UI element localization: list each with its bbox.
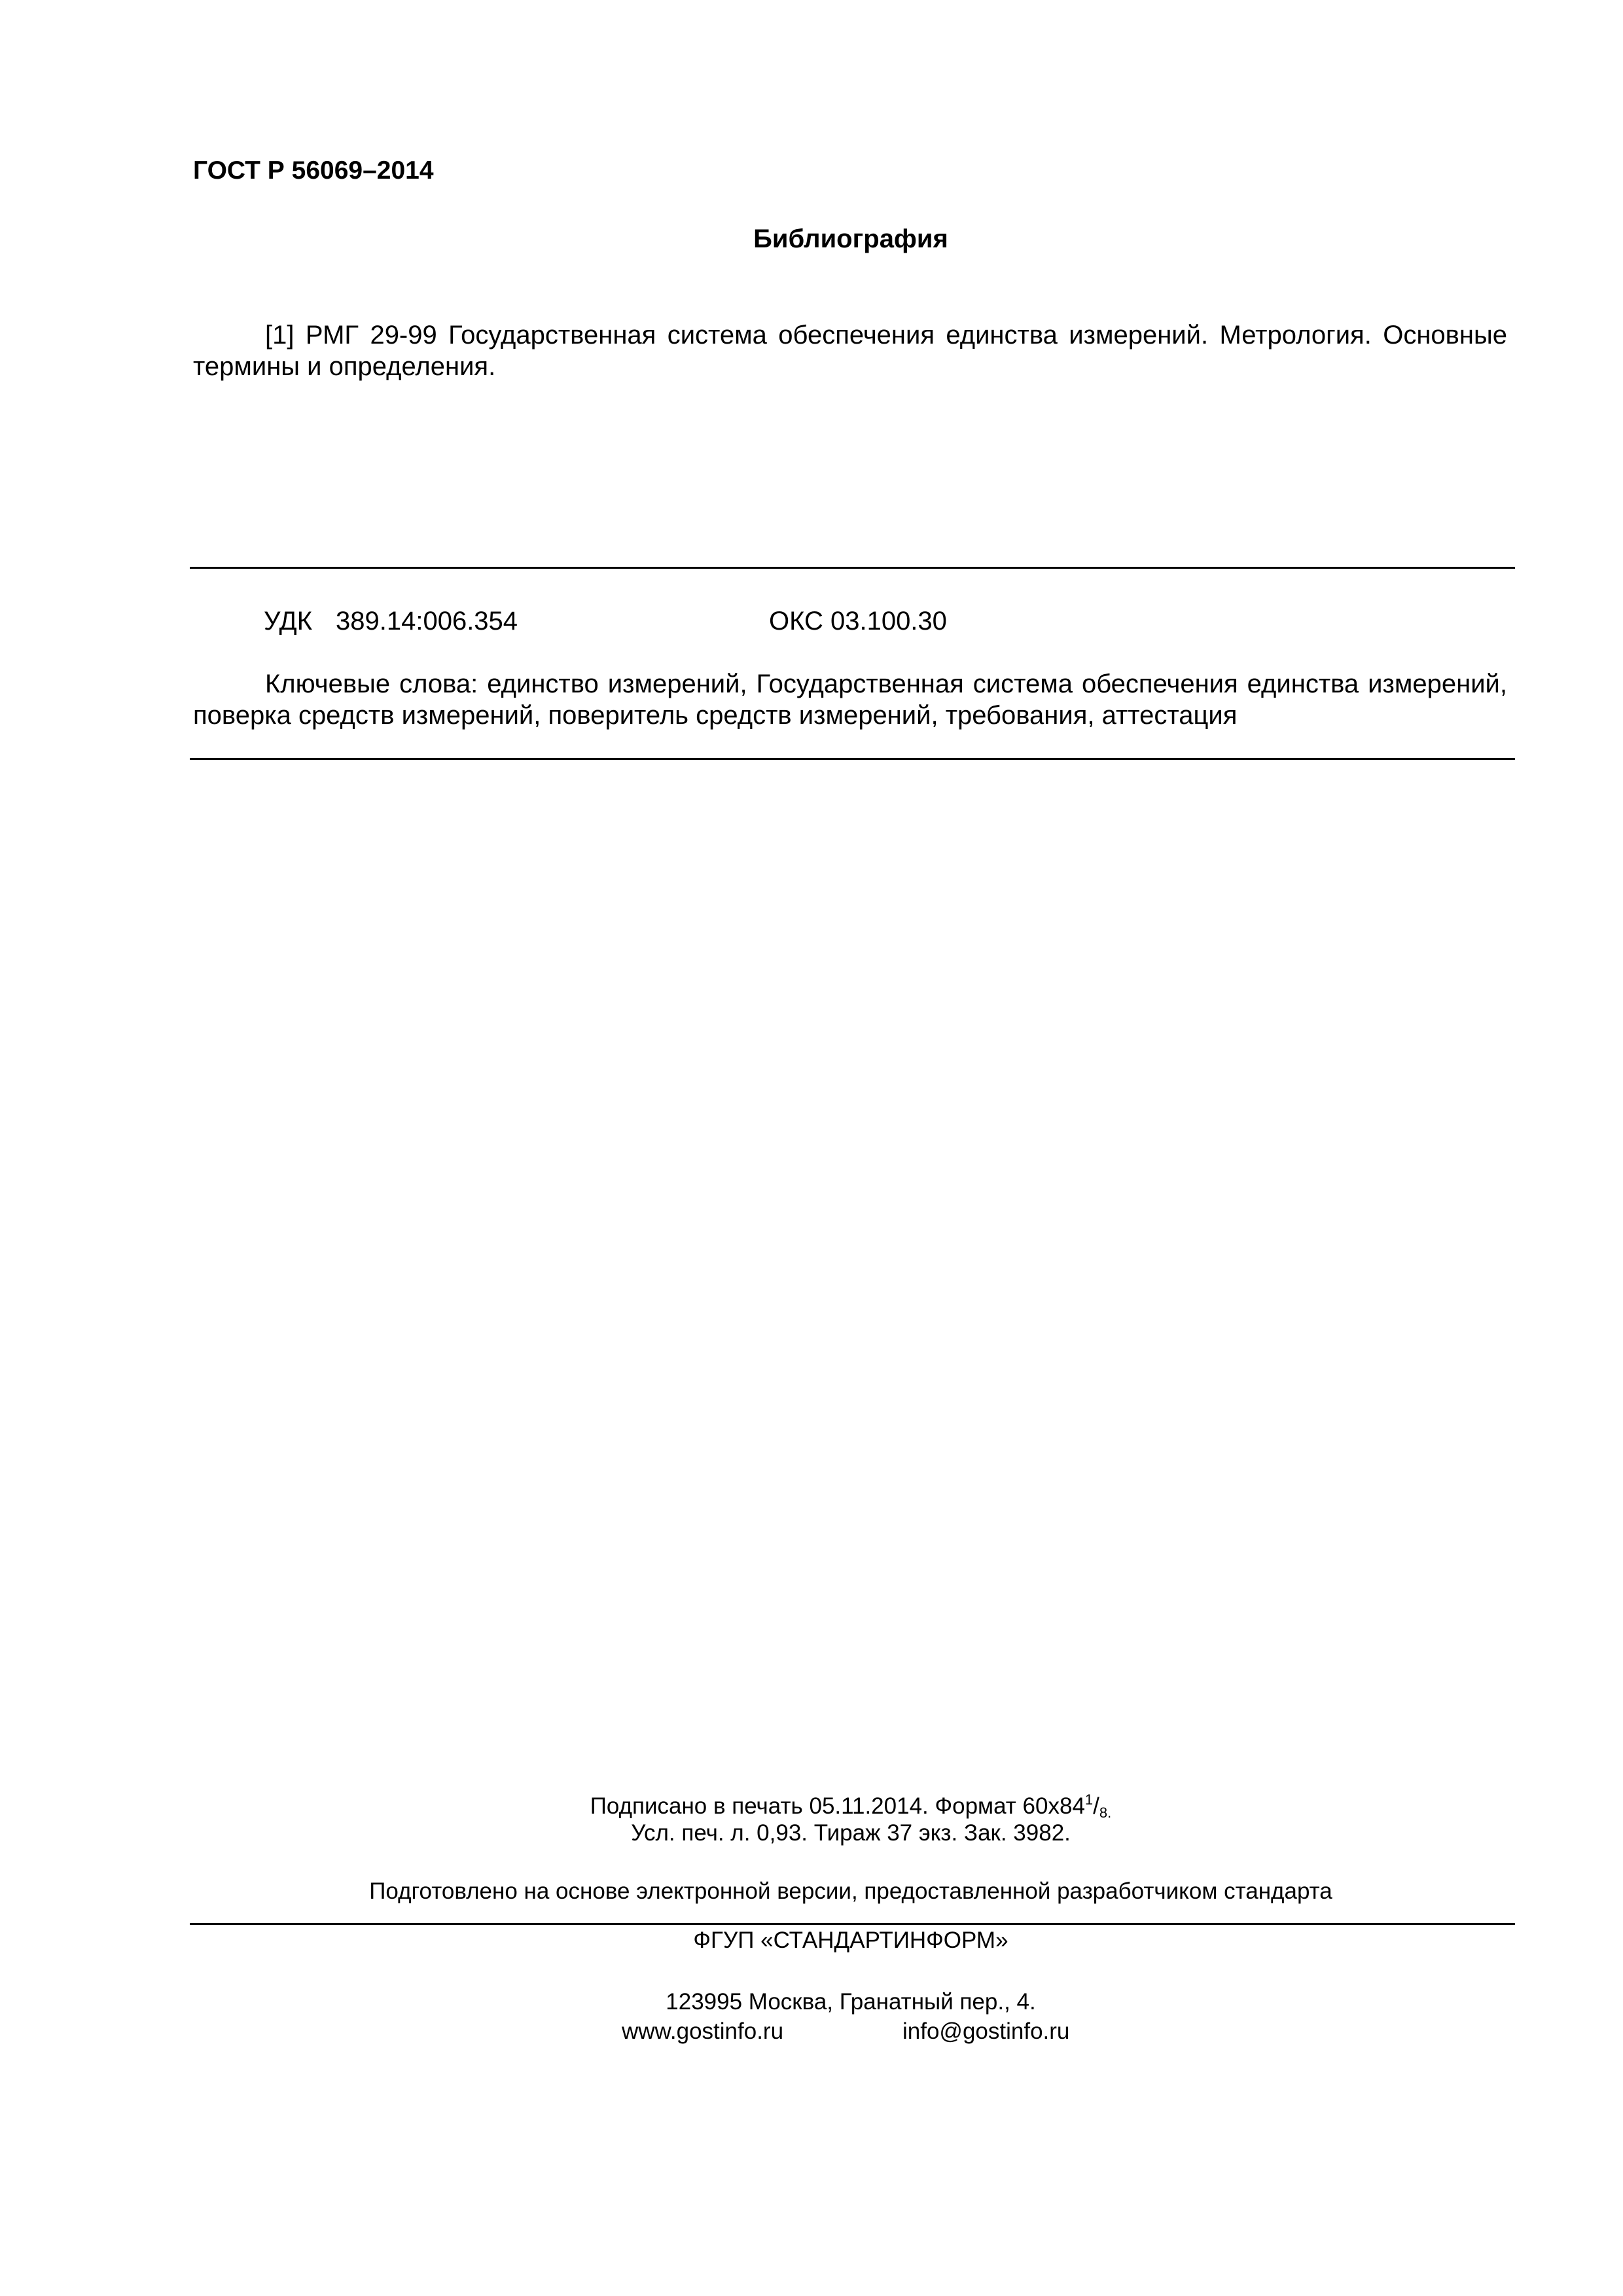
imprint-divider xyxy=(190,1923,1515,1925)
publisher-name: ФГУП «СТАНДАРТИНФОРМ» xyxy=(693,1928,1008,1953)
website-link[interactable]: www.gostinfo.ru xyxy=(622,2018,784,2044)
print-info: Усл. печ. л. 0,93. Тираж 37 экз. Зак. 3982. xyxy=(631,1820,1071,1846)
prepared-note: Подготовлено на основе электронной версии, предоставленной разработчиком стандарта xyxy=(369,1878,1332,1904)
email-link[interactable]: info@gostinfo.ru xyxy=(902,2018,1070,2044)
publisher-address: 123995 Москва, Гранатный пер., 4. xyxy=(666,1989,1036,2015)
format-end: . xyxy=(1107,1804,1112,1821)
top-divider xyxy=(190,567,1515,569)
format-superscript: 1 xyxy=(1084,1791,1094,1808)
udk-value: 389.14:006.354 xyxy=(336,607,518,636)
bottom-divider xyxy=(190,758,1515,760)
udk-label: УДК xyxy=(264,607,313,636)
oks-code: ОКС 03.100.30 xyxy=(769,607,947,636)
format-subscript: 8 xyxy=(1099,1804,1108,1821)
bibliography-entry: [1] РМГ 29-99 Государственная система обеспечения единства измерений. Метрология. Основные термины и определения. xyxy=(193,321,1507,381)
signed-text: Подписано в печать 05.11.2014. Формат 60х84 xyxy=(590,1793,1085,1819)
bibliography-title: Библиография xyxy=(753,224,948,253)
standard-code: ГОСТ Р 56069–2014 xyxy=(193,156,434,185)
keywords: Ключевые слова: единство измерений, Государственная система обеспечения единства измерений, поверка средств измерений, поверитель средств измерений, требования, аттестация xyxy=(193,670,1507,730)
format-slash: / xyxy=(1093,1793,1099,1819)
signed-line xyxy=(0,1791,1623,1821)
